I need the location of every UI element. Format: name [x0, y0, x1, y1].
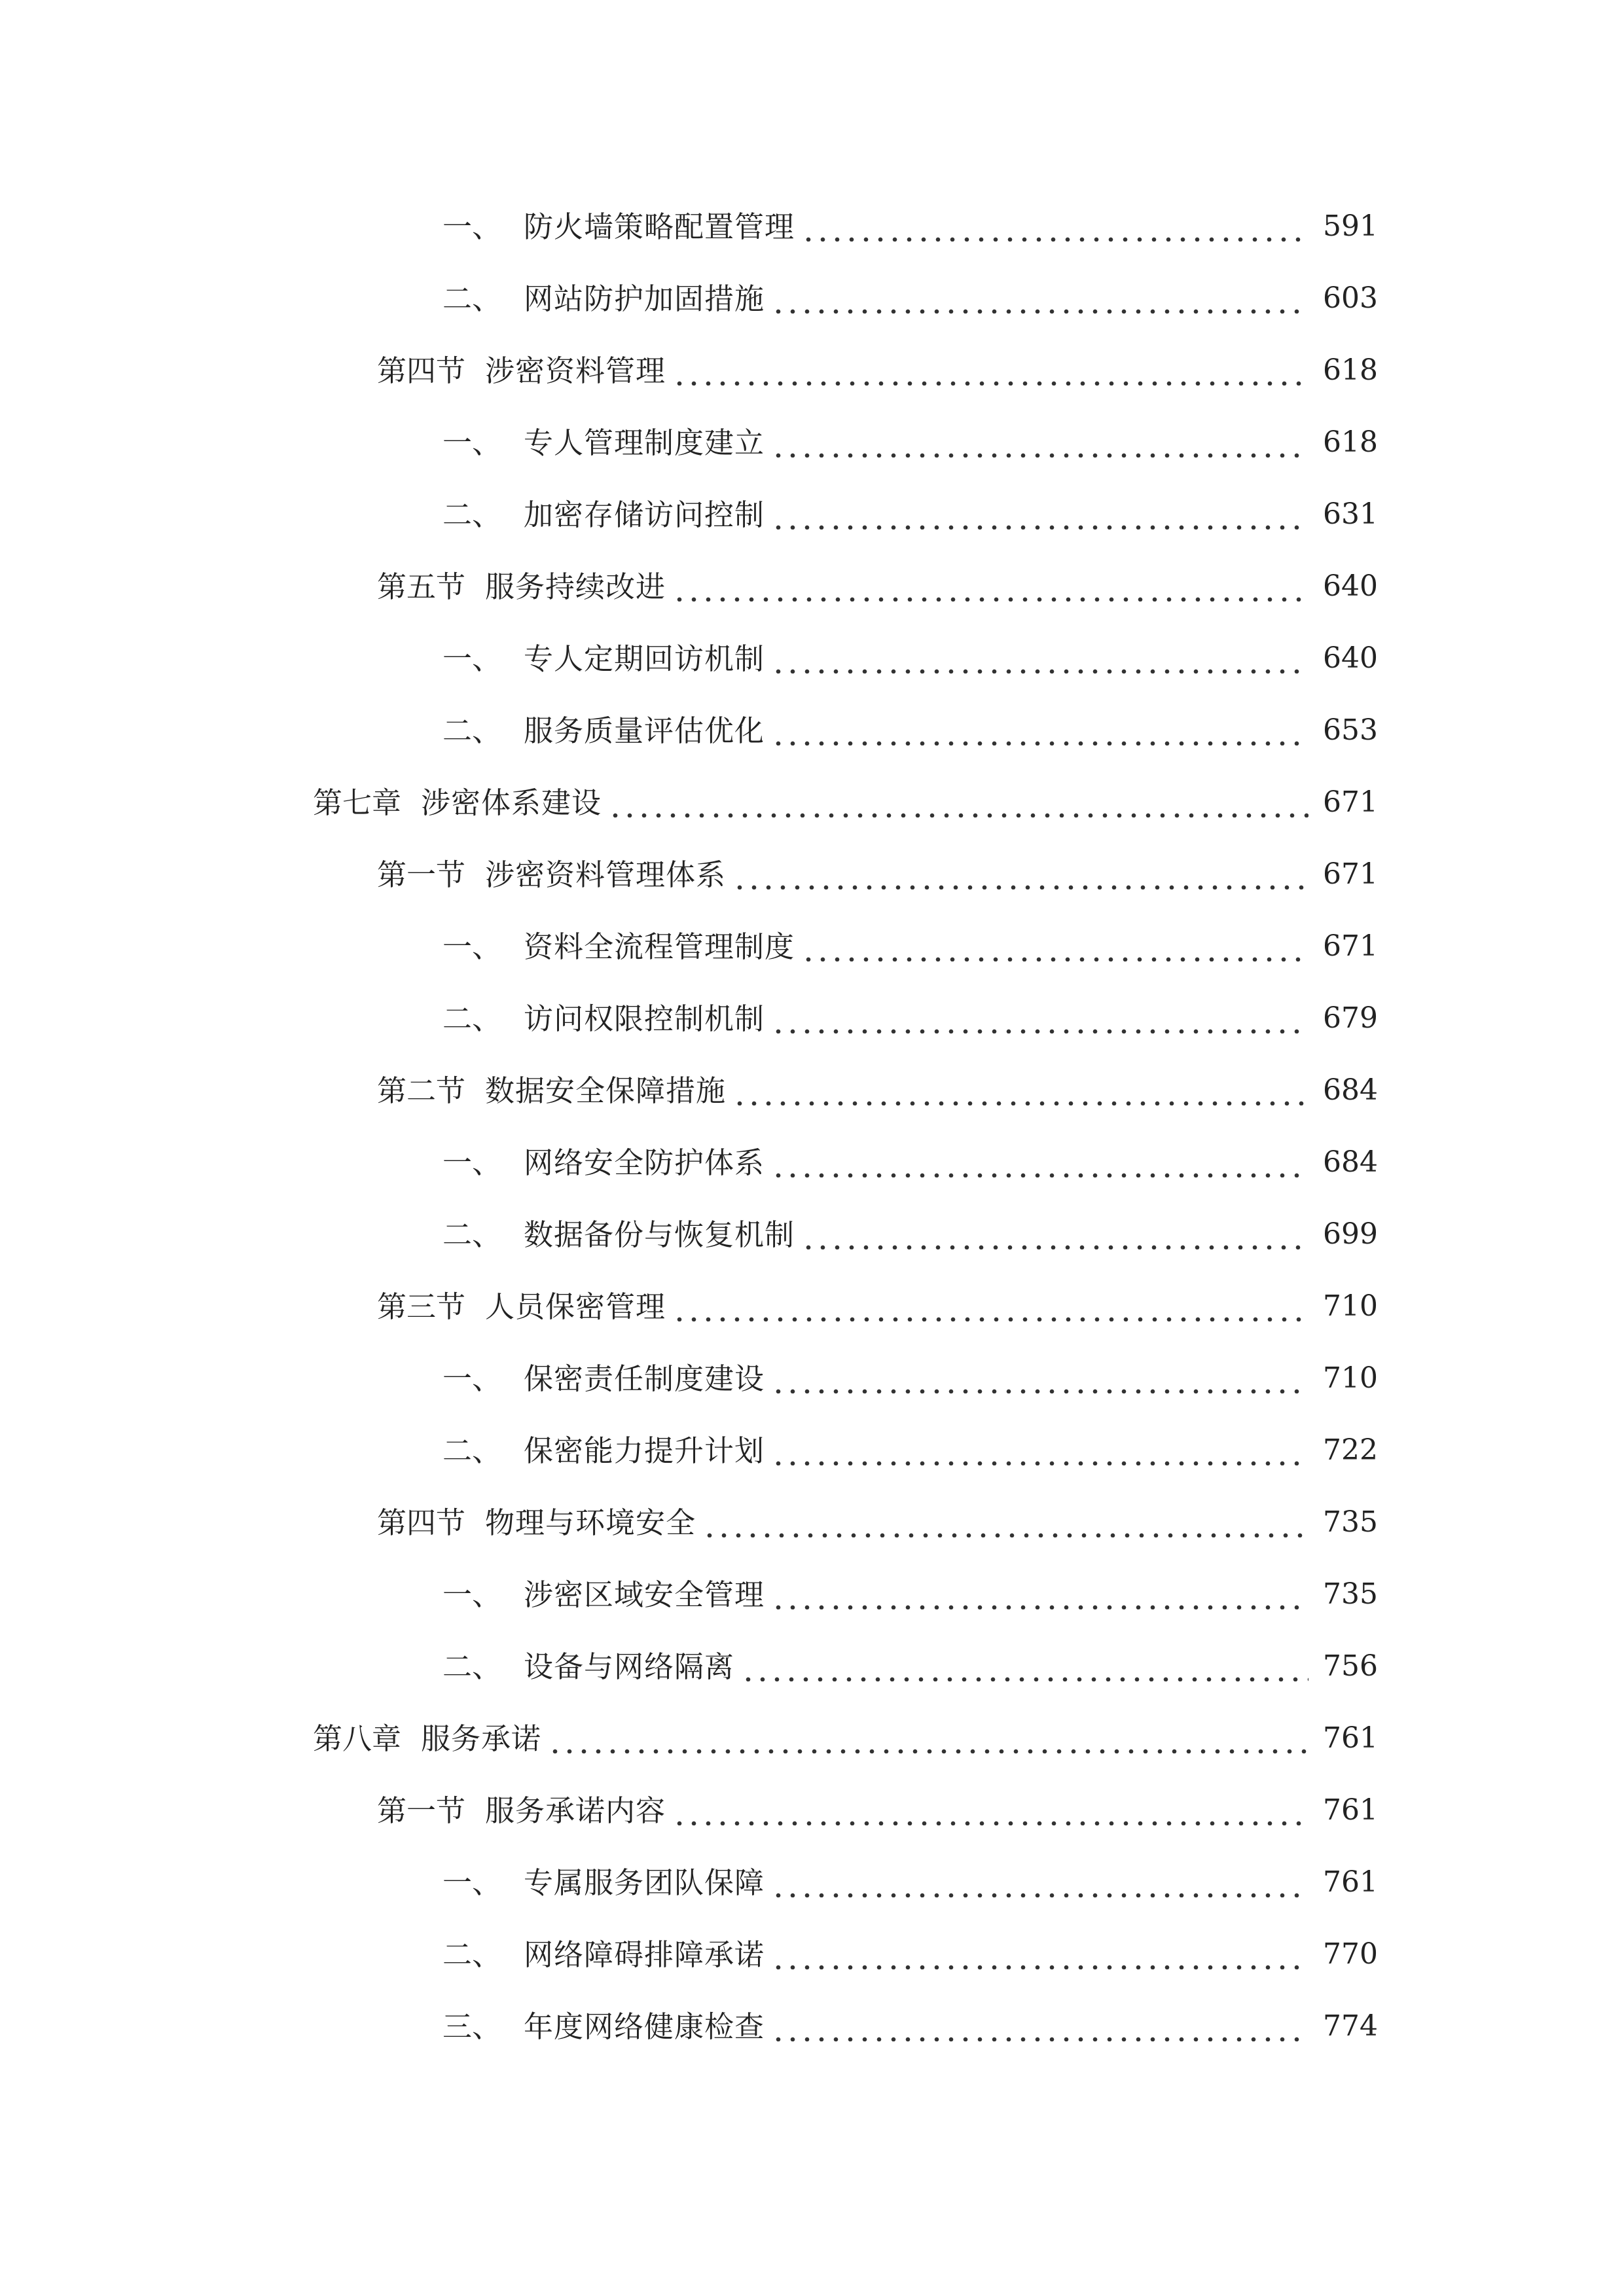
toc-entry-number: 第一节	[377, 1793, 466, 1828]
toc-dot-leader	[801, 932, 1308, 961]
toc-page-number: 774	[1323, 2009, 1378, 2043]
toc-entry[interactable]	[0, 1558, 1624, 1630]
toc-entry[interactable]	[0, 1990, 1624, 2062]
toc-page-number: 722	[1323, 1433, 1378, 1467]
toc-entry-number: 第四节	[377, 353, 466, 388]
toc-entry[interactable]	[0, 1630, 1624, 1702]
toc-entry[interactable]	[0, 1774, 1624, 1846]
toc-dot-leader	[771, 1148, 1308, 1177]
toc-dot-leader	[741, 1652, 1308, 1681]
toc-page-number: 735	[1323, 1577, 1378, 1611]
toc-entry-number: 一、	[442, 425, 502, 460]
toc-dot-leader	[771, 2012, 1308, 2041]
toc-entry-title: 资料全流程管理制度	[524, 929, 795, 964]
toc-page-number: 735	[1323, 1505, 1378, 1539]
toc-entry-number: 二、	[442, 1433, 502, 1468]
toc-page-number: 770	[1323, 1937, 1378, 1971]
toc-entry-number: 二、	[442, 1937, 502, 1972]
toc-page-number: 684	[1323, 1145, 1378, 1179]
toc-entry-title: 专人管理制度建立	[524, 425, 765, 460]
toc-page-number: 618	[1323, 353, 1378, 387]
toc-entry-title: 防火墙策略配置管理	[524, 209, 795, 244]
toc-entry-title: 访问权限控制机制	[524, 1001, 765, 1036]
toc-entry-number: 一、	[442, 1145, 502, 1180]
toc-entry-title: 网络安全防护体系	[524, 1145, 765, 1180]
toc-page-number: 761	[1323, 1721, 1378, 1755]
toc-dot-leader	[771, 500, 1308, 529]
toc-entry[interactable]	[0, 982, 1624, 1054]
toc-entry-title: 专属服务团队保障	[524, 1865, 765, 1900]
toc-page-number: 710	[1323, 1289, 1378, 1323]
toc-entry-number: 二、	[442, 1217, 502, 1252]
toc-entry-title: 数据安全保障措施	[485, 1073, 727, 1108]
toc-entry-number: 二、	[442, 713, 502, 748]
toc-entry-number: 二、	[442, 1649, 502, 1684]
toc-dot-leader	[548, 1724, 1308, 1753]
toc-dot-leader	[732, 1076, 1308, 1105]
toc-entry-number: 一、	[442, 641, 502, 676]
toc-dot-leader	[771, 1004, 1308, 1033]
toc-entry-number: 一、	[442, 1361, 502, 1396]
toc-entry-title: 专人定期回访机制	[524, 641, 765, 676]
toc-page-number: 684	[1323, 1073, 1378, 1107]
toc-page-number: 618	[1323, 425, 1378, 459]
toc-entry-title: 人员保密管理	[485, 1289, 666, 1324]
toc-entry[interactable]	[0, 838, 1624, 910]
toc-page-number: 640	[1323, 569, 1378, 603]
toc-dot-leader	[771, 284, 1308, 314]
toc-entry[interactable]	[0, 1414, 1624, 1486]
toc-entry-number: 二、	[442, 497, 502, 532]
toc-entry-number: 三、	[442, 2009, 502, 2044]
toc-entry[interactable]	[0, 550, 1624, 622]
toc-dot-leader	[801, 1220, 1308, 1249]
toc-entry[interactable]	[0, 1918, 1624, 1990]
toc-entry[interactable]	[0, 1342, 1624, 1414]
toc-entry-title: 服务质量评估优化	[524, 713, 765, 748]
toc-page-number: 653	[1323, 713, 1378, 747]
toc-list	[0, 190, 1624, 2062]
toc-entry-number: 一、	[442, 1577, 502, 1612]
toc-entry-number: 一、	[442, 209, 502, 244]
toc-entry-title: 物理与环境安全	[485, 1505, 696, 1540]
toc-entry-number: 二、	[442, 281, 502, 316]
toc-dot-leader	[771, 1940, 1308, 1969]
toc-dot-leader	[672, 572, 1308, 601]
toc-page-number: 761	[1323, 1793, 1378, 1827]
toc-entry-number: 第四节	[377, 1505, 466, 1540]
toc-entry[interactable]	[0, 1054, 1624, 1126]
toc-entry-title: 涉密资料管理体系	[485, 857, 727, 892]
toc-entry-number: 二、	[442, 1001, 502, 1036]
toc-entry-number: 一、	[442, 929, 502, 964]
toc-page-number: 603	[1323, 281, 1378, 315]
toc-entry-title: 设备与网络隔离	[524, 1649, 735, 1684]
toc-entry-number: 一、	[442, 1865, 502, 1900]
toc-dot-leader	[771, 1868, 1308, 1897]
toc-entry-title: 服务承诺	[421, 1721, 542, 1756]
toc-dot-leader	[732, 860, 1308, 889]
toc-dot-leader	[771, 1436, 1308, 1465]
toc-entry-title: 保密责任制度建设	[524, 1361, 765, 1396]
toc-entry[interactable]	[0, 1702, 1624, 1774]
toc-entry[interactable]	[0, 190, 1624, 262]
toc-entry[interactable]	[0, 1270, 1624, 1342]
toc-dot-leader	[771, 1364, 1308, 1393]
toc-dot-leader	[702, 1508, 1308, 1537]
toc-entry-title: 涉密资料管理	[485, 353, 666, 388]
toc-dot-leader	[771, 644, 1308, 673]
toc-dot-leader	[608, 788, 1308, 817]
toc-entry[interactable]	[0, 1198, 1624, 1270]
toc-entry-title: 年度网络健康检查	[524, 2009, 765, 2044]
toc-entry-title: 服务承诺内容	[485, 1793, 666, 1828]
toc-entry-title: 保密能力提升计划	[524, 1433, 765, 1468]
toc-entry-title: 网站防护加固措施	[524, 281, 765, 316]
toc-entry-title: 网络障碍排障承诺	[524, 1937, 765, 1972]
toc-page-number: 699	[1323, 1217, 1378, 1251]
toc-page-number: 640	[1323, 641, 1378, 675]
toc-entry[interactable]	[0, 478, 1624, 550]
toc-entry-title: 服务持续改进	[485, 569, 666, 604]
toc-dot-leader	[672, 1292, 1308, 1321]
toc-entry[interactable]	[0, 334, 1624, 406]
toc-page-number: 671	[1323, 857, 1378, 891]
toc-entry-number: 第七章	[313, 785, 402, 820]
toc-entry[interactable]	[0, 766, 1624, 838]
toc-dot-leader	[672, 356, 1308, 386]
toc-entry[interactable]	[0, 406, 1624, 478]
toc-dot-leader	[801, 212, 1308, 242]
toc-entry-number: 第二节	[377, 1073, 466, 1108]
toc-entry-number: 第一节	[377, 857, 466, 892]
toc-entry-title: 数据备份与恢复机制	[524, 1217, 795, 1252]
toc-page-number: 671	[1323, 929, 1378, 963]
toc-entry-number: 第三节	[377, 1289, 466, 1324]
toc-entry-number: 第五节	[377, 569, 466, 604]
toc-entry[interactable]	[0, 694, 1624, 766]
toc-entry[interactable]	[0, 1846, 1624, 1918]
toc-entry[interactable]	[0, 622, 1624, 694]
toc-entry[interactable]	[0, 262, 1624, 334]
toc-entry-title: 涉密区域安全管理	[524, 1577, 765, 1612]
toc-entry-title: 涉密体系建设	[421, 785, 602, 820]
toc-entry[interactable]	[0, 1126, 1624, 1198]
toc-page-number: 679	[1323, 1001, 1378, 1035]
toc-dot-leader	[771, 1580, 1308, 1609]
toc-page-number: 671	[1323, 785, 1378, 819]
toc-entry-number: 第八章	[313, 1721, 402, 1756]
toc-page-number: 761	[1323, 1865, 1378, 1899]
toc-entry[interactable]	[0, 1486, 1624, 1558]
toc-entry[interactable]	[0, 910, 1624, 982]
toc-page-number: 756	[1323, 1649, 1378, 1683]
toc-dot-leader	[672, 1796, 1308, 1825]
toc-entry-title: 加密存储访问控制	[524, 497, 765, 532]
toc-dot-leader	[771, 716, 1308, 745]
toc-page-number: 591	[1323, 209, 1378, 243]
toc-page-number: 631	[1323, 497, 1378, 531]
toc-page-number: 710	[1323, 1361, 1378, 1395]
toc-dot-leader	[771, 428, 1308, 457]
